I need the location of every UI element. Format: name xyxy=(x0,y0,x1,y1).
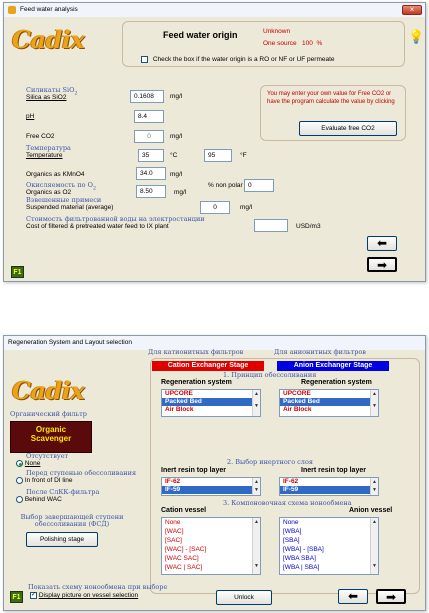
next-arrow-button-2[interactable]: ➡ xyxy=(376,589,406,604)
cost-unit: USD/m3 xyxy=(296,223,321,230)
regen-label-right: Regeneration system xyxy=(301,379,372,386)
oxid-ru: Окисляемость по $O_2$ xyxy=(26,181,97,192)
evaluate-co2-button[interactable]: Evaluate free CO2 xyxy=(299,121,397,136)
org-o2-label: Organics as O2 xyxy=(26,189,72,196)
list-item[interactable]: IF-62 xyxy=(165,478,181,485)
list-item[interactable]: IF-59 xyxy=(280,486,378,494)
co2-unit: mg/l xyxy=(170,133,183,140)
list-item[interactable]: Packed Bed xyxy=(280,398,378,406)
f1-help-button-2[interactable]: F1 xyxy=(10,591,23,603)
list-item[interactable]: None xyxy=(165,519,181,526)
window-title-2: Regeneration System and Layout selection xyxy=(8,339,132,346)
silica-label: Silica as SiO2 xyxy=(26,94,67,101)
org-o2-input[interactable]: 8.50 xyxy=(136,185,166,198)
feed-water-window xyxy=(3,2,426,282)
ro-checkbox[interactable] xyxy=(141,56,148,63)
silica-unit: mg/l xyxy=(170,93,183,100)
susp-input[interactable]: 0 xyxy=(200,201,230,214)
list-item[interactable]: [WAC SAC] xyxy=(165,555,199,562)
list-item[interactable]: [WBA] - [SBA] xyxy=(283,546,324,553)
ru-absent: Отсутствует xyxy=(26,452,69,460)
ru-principle: 1. Принцип обессоливания xyxy=(223,371,317,379)
scrollbar[interactable]: ▲ ▼ xyxy=(252,390,260,416)
list-item[interactable]: UPCORE xyxy=(283,390,311,397)
list-item[interactable]: [WAC] xyxy=(165,528,184,535)
list-item[interactable]: UPCORE xyxy=(165,390,193,397)
org-kmno4-label: Organics as KMnO4 xyxy=(26,171,85,178)
scrollbar[interactable]: ▲ ▼ xyxy=(370,390,378,416)
silica-input[interactable]: 0.1608 xyxy=(130,90,164,103)
origin-title: Feed water origin xyxy=(163,30,238,40)
option-none[interactable]: None xyxy=(16,460,40,467)
susp-ru: Взвешенные примеси xyxy=(26,196,102,204)
cation-stage-header: Cation Exchanger Stage xyxy=(152,361,264,371)
lightbulb-icon[interactable]: 💡 xyxy=(408,29,425,44)
list-item[interactable]: Air Block xyxy=(283,406,312,413)
inert-label-right: Inert resin top layer xyxy=(301,467,366,474)
silica-ru: Силикаты SiO$_2$ xyxy=(26,86,78,97)
back-arrow-button[interactable]: ⬅ xyxy=(367,236,397,251)
ph-label: pH xyxy=(26,113,35,120)
cadix-logo-2: Cadix xyxy=(12,376,85,405)
ru-show-scheme: Показать схему нонообмена при выборе xyxy=(28,583,168,591)
cost-ru: Стоимость фильтрованной воды на электростанции xyxy=(26,215,205,223)
org-o2-unit: mg/l xyxy=(174,189,187,196)
co2-label: Free CO2 xyxy=(26,133,55,140)
close-button[interactable]: × xyxy=(402,5,422,15)
origin-status: Unknown xyxy=(263,28,291,35)
ro-checkbox-label: Check the box if the water origin is a RO or NF or UF permeate xyxy=(152,56,335,64)
list-item[interactable]: [WAC | SAC] xyxy=(165,564,203,571)
regen-list-anion[interactable] xyxy=(279,389,379,417)
radio-none[interactable] xyxy=(16,460,23,467)
inert-list-cation[interactable] xyxy=(161,477,261,496)
title-bar xyxy=(4,3,425,17)
inert-label-left: Inert resin top layer xyxy=(161,467,226,474)
regeneration-window xyxy=(3,335,426,611)
list-item[interactable]: IF-62 xyxy=(283,478,299,485)
unlock-button[interactable]: Unlock xyxy=(216,590,272,605)
option-behind[interactable]: Behind WAC xyxy=(16,496,62,503)
cost-input[interactable] xyxy=(254,219,288,232)
ru-polishing: Выбор завершающей ступени обессоливания (ФСД) xyxy=(20,513,124,528)
co2-note-panel xyxy=(260,85,406,141)
temp-label: Temperature xyxy=(26,152,63,159)
temp-f-input[interactable]: 95 xyxy=(204,149,232,162)
ro-checkbox-row[interactable] xyxy=(141,56,335,63)
next-arrow-button[interactable]: ➡ xyxy=(367,257,397,272)
list-item[interactable]: None xyxy=(283,519,299,526)
radio-front[interactable] xyxy=(16,477,23,484)
list-item[interactable]: [WBA] xyxy=(283,528,302,535)
temp-c-input[interactable]: 35 xyxy=(138,149,164,162)
origin-panel xyxy=(122,21,405,67)
origin-source xyxy=(263,40,322,47)
ru-layout: 3. Компоновочная схема нонообмена xyxy=(223,499,352,507)
organic-line-1: Organic xyxy=(35,425,67,434)
display-picture-row[interactable]: ✓ Display picture on vessel selection xyxy=(31,592,139,600)
scrollbar[interactable]: ▲ ▼ xyxy=(370,478,378,495)
co2-input[interactable]: 0 xyxy=(134,130,164,143)
anion-vessel-list[interactable] xyxy=(279,517,379,575)
organic-line-2: Scavenger xyxy=(30,434,72,443)
list-item[interactable]: Air Block xyxy=(165,406,194,413)
ru-before-stage: Перед ступенью обессоливания xyxy=(26,469,137,477)
organic-scavenger-box xyxy=(10,421,92,453)
stage-panel xyxy=(150,358,420,594)
ru-organic-filter: Органический фильтр xyxy=(10,410,87,418)
window-title: Feed water analysis xyxy=(20,6,78,13)
nonpolar-input[interactable]: 0 xyxy=(244,179,274,192)
org-kmno4-input[interactable]: 34.0 xyxy=(136,167,166,180)
ru-choose-inert: 2. Выбор инертного слоя xyxy=(227,458,313,466)
org-kmno4-unit: mg/l xyxy=(170,171,183,178)
co2-note: You may enter your own value for Free CO2 or have the program calculate the value by clicking xyxy=(267,91,395,105)
regen-label-left: Regeneration system xyxy=(161,379,232,386)
source-pct: 100 xyxy=(302,40,313,47)
source-label: One source xyxy=(263,40,297,47)
ru-cation-filters: Для катионитных фильтров xyxy=(148,348,244,356)
ru-anion-filters: Для анионитных фильтров xyxy=(274,348,366,356)
list-item[interactable]: IF-59 xyxy=(162,486,260,494)
temp-ru: Температура xyxy=(26,144,71,152)
scrollbar[interactable]: ▲ ▼ xyxy=(252,478,260,495)
list-item[interactable]: [SAC] xyxy=(165,537,182,544)
option-front[interactable]: In front of DI line xyxy=(16,477,73,484)
inert-list-anion[interactable] xyxy=(279,477,379,496)
source-unit: % xyxy=(316,40,323,47)
cost-label: Cost of filtered & pretreated water feed to IX plant xyxy=(26,223,169,230)
f1-help-button[interactable]: F1 xyxy=(11,266,24,278)
anion-stage-header: Anion Exchanger Stage xyxy=(277,361,389,371)
radio-behind[interactable] xyxy=(16,496,23,503)
scrollbar[interactable]: ▲ ▼ xyxy=(252,518,260,574)
nonpolar-label: % non polar xyxy=(208,182,243,189)
cation-vessel-list[interactable] xyxy=(161,517,261,575)
anion-vessel-label: Anion vessel xyxy=(349,507,393,514)
app-icon xyxy=(8,6,16,14)
list-item[interactable]: [SBA] xyxy=(283,537,300,544)
susp-unit: mg/l xyxy=(240,204,253,211)
temp-f-unit: °F xyxy=(240,152,247,159)
scrollbar[interactable]: ▲ ▼ xyxy=(370,518,378,574)
list-item[interactable]: [WAC] - [SAC] xyxy=(165,546,207,553)
back-arrow-button-2[interactable]: ⬅ xyxy=(338,589,368,604)
polishing-stage-button[interactable]: Polishing stage xyxy=(26,532,98,547)
list-item[interactable]: [WBA SBA] xyxy=(283,555,316,562)
list-item[interactable]: Packed Bed xyxy=(162,398,260,406)
cation-vessel-label: Cation vessel xyxy=(161,507,207,514)
display-picture-checkbox[interactable]: ✓ xyxy=(31,592,37,598)
regen-list-cation[interactable] xyxy=(161,389,261,417)
list-item[interactable]: [WBA | SBA] xyxy=(283,564,320,571)
cadix-logo: Cadix xyxy=(12,25,85,54)
ru-after-filter: После СлКК-фильтра xyxy=(26,488,100,496)
temp-c-unit: °C xyxy=(170,152,178,159)
susp-label: Suspended material (average) xyxy=(26,204,114,211)
ph-input[interactable]: 8.4 xyxy=(134,110,164,123)
